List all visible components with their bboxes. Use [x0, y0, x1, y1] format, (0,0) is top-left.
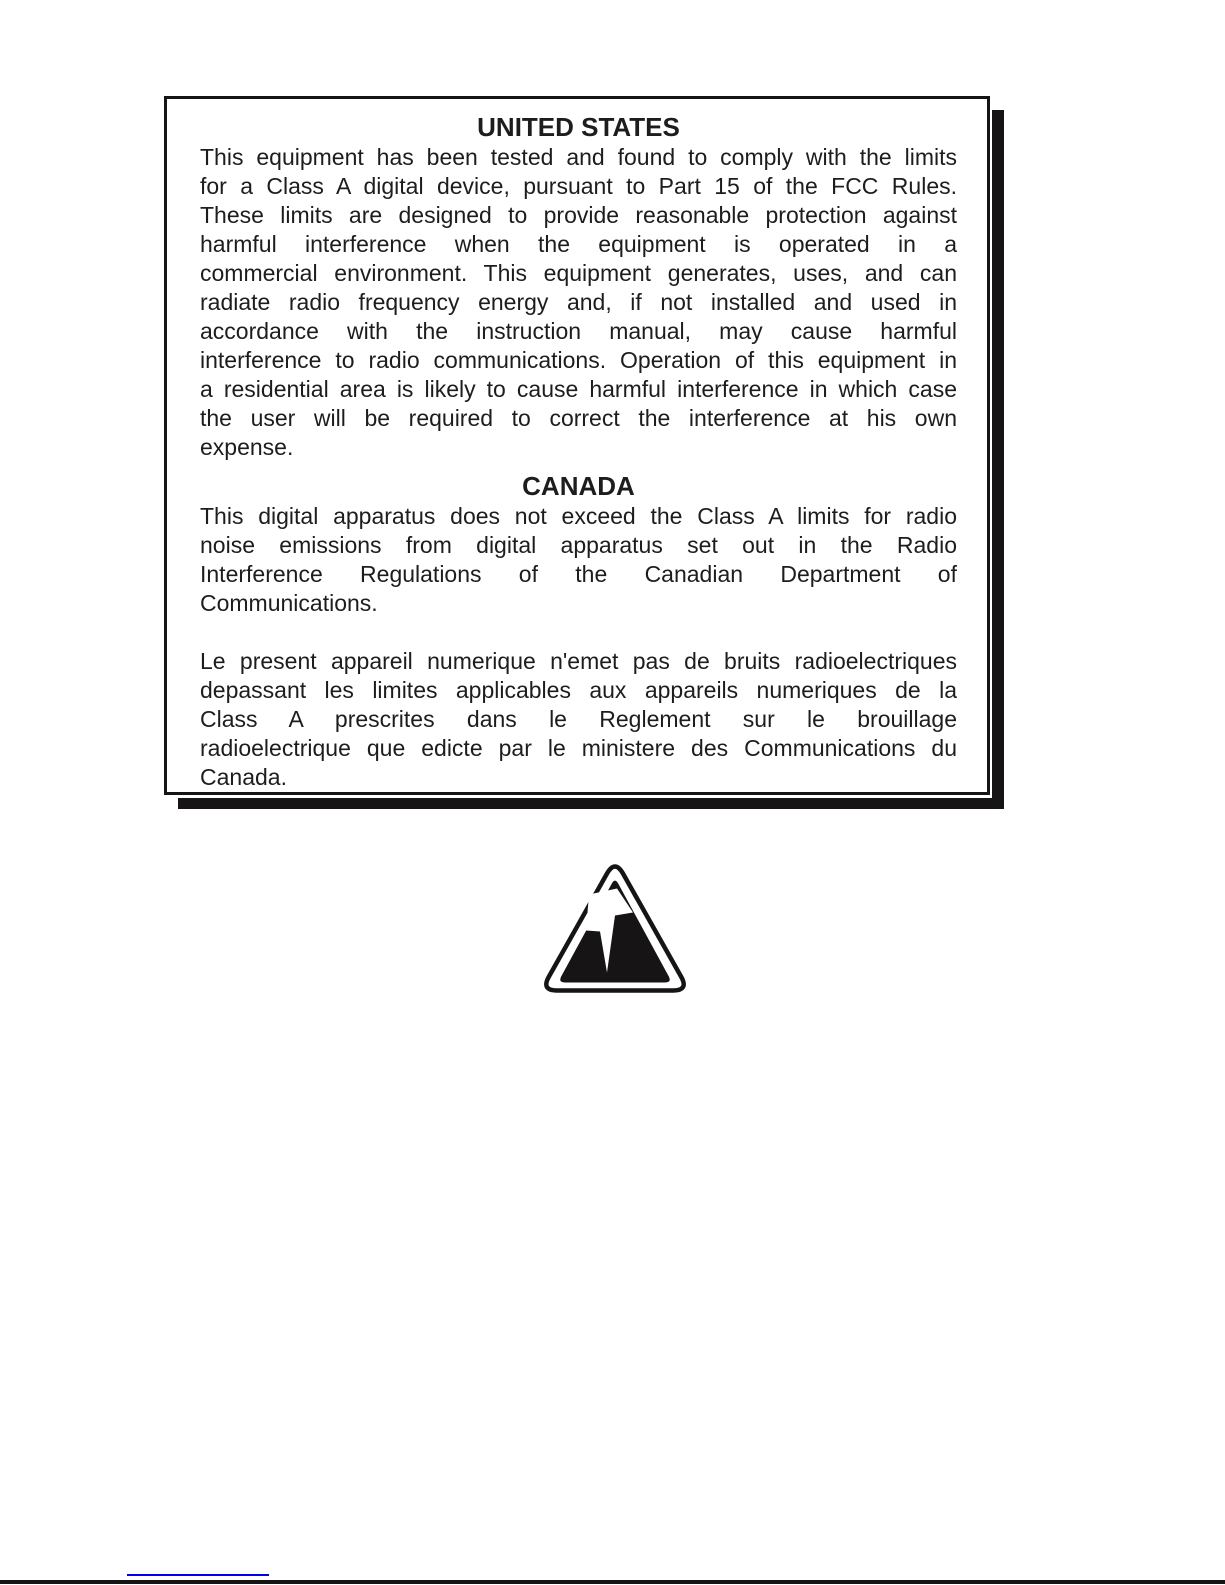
text-line: This equipment has been tested and found to comply with the limits	[200, 144, 957, 170]
text-line: radioelectrique que edicte par le ministere des Communications du	[200, 735, 957, 761]
text-line: radiate radio frequency energy and, if not installed and used in	[200, 289, 957, 315]
text-line: Canada.	[200, 764, 287, 790]
text-line: harmful interference when the equipment is operated in a	[200, 231, 957, 257]
text-line: commercial environment. This equipment generates, uses, and can	[200, 260, 957, 286]
text-line: Communications.	[200, 590, 378, 616]
text-line: the user will be required to correct the interference at his own	[200, 405, 957, 431]
us-section-heading: UNITED STATES	[477, 112, 680, 142]
text-line: accordance with the instruction manual, may cause harmful	[200, 318, 957, 344]
notice-box-shadow-bottom	[178, 798, 1004, 809]
page-bottom-rule	[0, 1580, 1225, 1584]
us-section-paragraph	[200, 143, 957, 462]
high-voltage-warning-icon	[538, 855, 692, 996]
text-line: for a Class A digital device, pursuant to Part 15 of the FCC Rules.	[200, 173, 957, 199]
text-line: interference to radio communications. Operation of this equipment in	[200, 347, 957, 373]
text-line: Class A prescrites dans le Reglement sur le brouillage	[200, 706, 957, 732]
text-line: These limits are designed to provide reasonable protection against	[200, 202, 957, 228]
notice-box-shadow-right	[992, 110, 1004, 808]
footer-link-underline[interactable]	[127, 1574, 269, 1576]
canada-french-paragraph	[200, 647, 957, 792]
canada-section-heading: CANADA	[522, 471, 635, 501]
text-line: depassant les limites applicables aux appareils numeriques de la	[200, 677, 957, 703]
compliance-notice-box	[164, 96, 990, 795]
canada-section-paragraph	[200, 502, 957, 618]
text-line: noise emissions from digital apparatus set out in the Radio	[200, 532, 957, 558]
text-line: Le present appareil numerique n'emet pas de bruits radioelectriques	[200, 648, 957, 674]
text-line: Interference Regulations of the Canadian Department of	[200, 561, 957, 587]
text-line: expense.	[200, 434, 294, 460]
text-line: This digital apparatus does not exceed the Class A limits for radio	[200, 503, 957, 529]
text-line: a residential area is likely to cause harmful interference in which case	[200, 376, 957, 402]
